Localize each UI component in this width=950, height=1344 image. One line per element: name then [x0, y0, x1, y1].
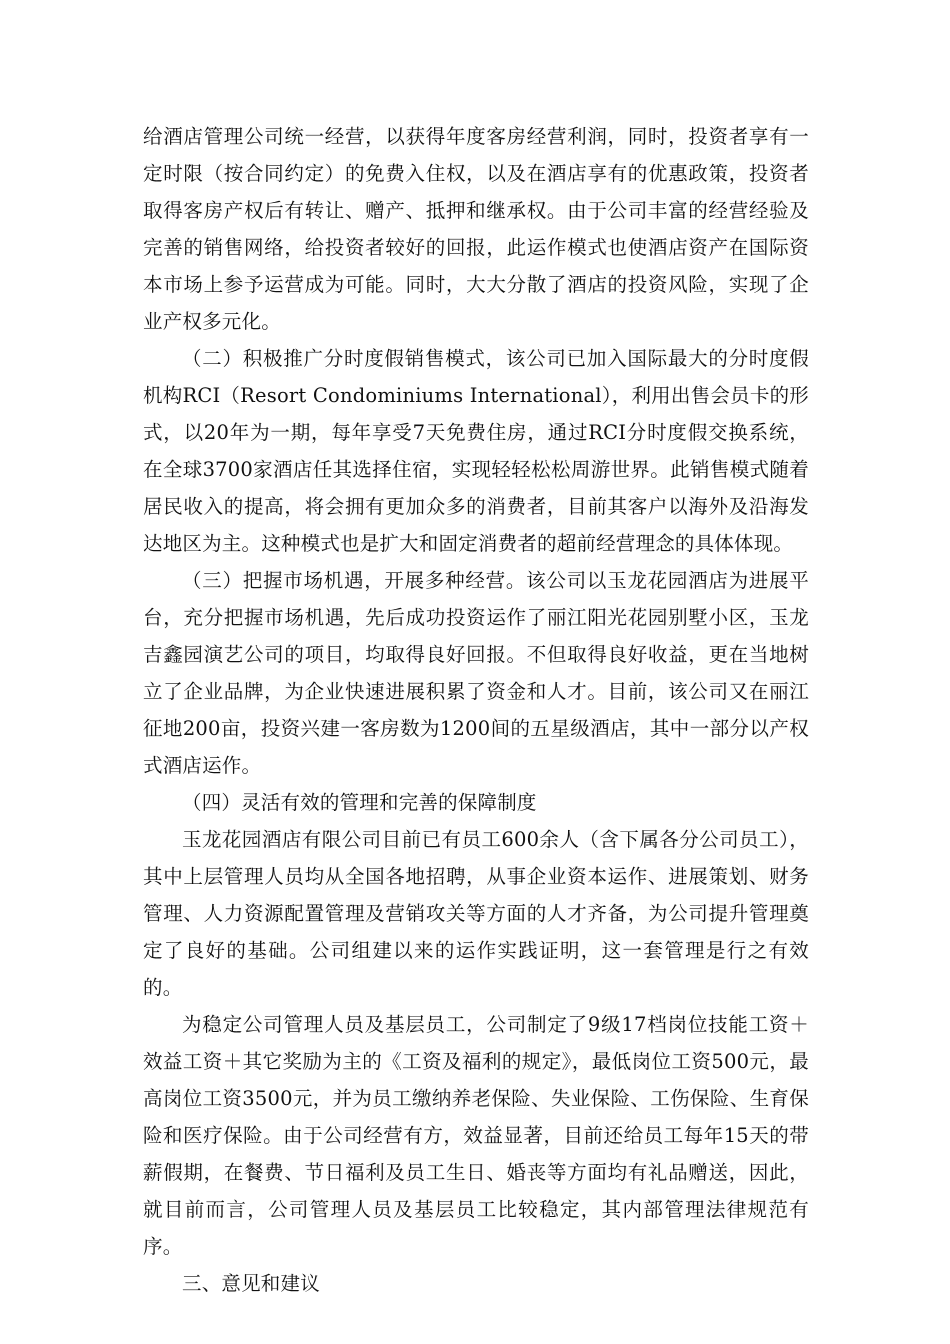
section-heading-suggestions: 三、意见和建议 — [182, 1272, 320, 1295]
paragraph-wages: 为稳定公司管理人员及基层员工，公司制定了9级17档岗位技能工资＋效益工资＋其它奖励为主的《工资及福利的规定》，最低岗位工资500元，最高岗位工资3500元，并为员工缴纳养老保险、失业保险、工伤保险、生育保险和医疗保险。由于公司经营有方，效益显著，目前还给员工每年15天的带薪假期，在餐费、节日福利及员工生日、婚丧等方面均有礼品赠送，因此，就目前而言，公司管理人员及基层员工比较稳定，其内部管理法律规范有序。 — [143, 1013, 809, 1258]
paragraph-diversification: （三）把握市场机遇，开展多种经营。该公司以玉龙花园酒店为进展平台，充分把握市场机遇，先后成功投资运作了丽江阳光花园别墅小区，玉龙吉鑫园演艺公司的项目，均取得良好回报。不但取得良好收益，更在当地树立了企业品牌，为企业快速进展积累了资金和人才。目前，该公司又在丽江征地200亩，投资兴建一客房数为1200间的五星级酒店，其中一部分以产权式酒店运作。 — [143, 569, 809, 777]
section-heading-management: （四）灵活有效的管理和完善的保障制度 — [182, 791, 537, 814]
document-body — [143, 118, 809, 1302]
paragraph-timeshare: （二）积极推广分时度假销售模式，该公司已加入国际最大的分时度假机构RCI（Resort Condominiums International），利用出售会员卡的形式，以20年为一期，每年享受7天免费住房，通过RCI分时度假交换系统，在全球3700家酒店任其选择住宿，实现轻轻松松周游世界。此销售模式随着居民收入的提高，将会拥有更加众多的消费者，目前其客户以海外及沿海发达地区为主。这种模式也是扩大和固定消费者的超前经营理念的具体体现。 — [143, 347, 809, 555]
paragraph-continuation: 给酒店管理公司统一经营，以获得年度客房经营利润，同时，投资者享有一定时限（按合同约定）的免费入住权，以及在酒店享有的优惠政策，投资者取得客房产权后有转让、赠产、抵押和继承权。由于公司丰富的经营经验及完善的销售网络，给投资者较好的回报，此运作模式也使酒店资产在国际资本市场上参予运营成为可能。同时，大大分散了酒店的投资风险，实现了企业产权多元化。 — [143, 125, 809, 333]
paragraph-staff: 玉龙花园酒店有限公司目前已有员工600余人（含下属各分公司员工），其中上层管理人员均从全国各地招聘，从事企业资本运作、进展策划、财务管理、人力资源配置管理及营销攻关等方面的人才齐备，为公司提升管理奠定了良好的基础。公司组建以来的运作实践证明，这一套管理是行之有效的。 — [143, 828, 809, 999]
